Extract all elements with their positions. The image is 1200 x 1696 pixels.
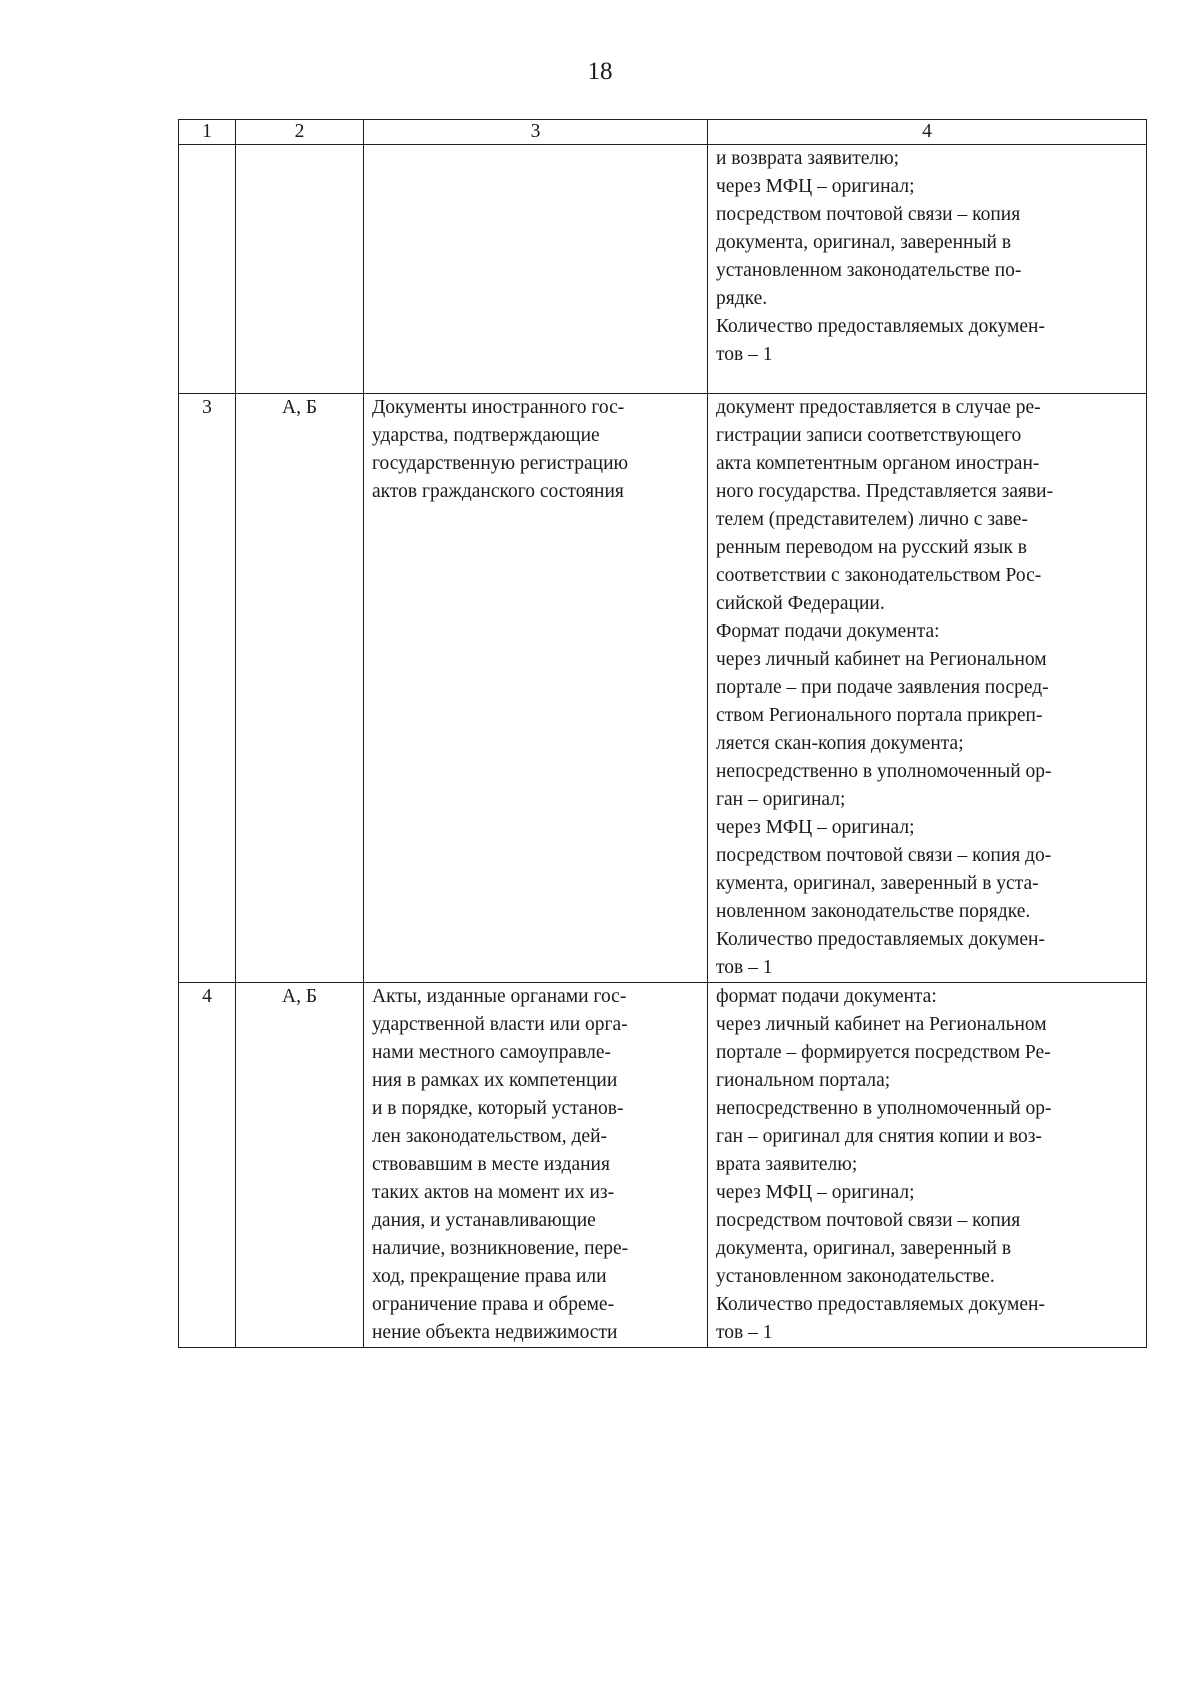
text-line: Акты, изданные органами гос-	[372, 986, 627, 1007]
text-line: установленном законодательстве по-	[716, 260, 1022, 281]
text-line: документ предоставляется в случае ре-	[716, 397, 1041, 418]
text-line: через МФЦ – оригинал;	[716, 817, 915, 838]
text-line: посредством почтовой связи – копия	[716, 204, 1021, 225]
table-row	[179, 145, 1147, 394]
text-line: ган – оригинал для снятия копии и воз-	[716, 1126, 1042, 1147]
text-line: непосредственно в уполномоченный ор-	[716, 1098, 1052, 1119]
text-line: нение объекта недвижимости	[372, 1322, 618, 1343]
text-line: Количество предоставляемых докумен-	[716, 929, 1045, 950]
document-name-cell	[364, 145, 708, 394]
text-line: тов – 1	[716, 1322, 773, 1343]
text-line: через личный кабинет на Региональном	[716, 1014, 1047, 1035]
text-line: ренным переводом на русский язык в	[716, 537, 1027, 558]
text-line: соответствии с законодательством Рос-	[716, 565, 1042, 586]
text-line: через МФЦ – оригинал;	[716, 176, 915, 197]
text-line: рядке.	[716, 288, 768, 309]
text-line: портале – формируется посредством Ре-	[716, 1042, 1051, 1063]
text-line: наличие, возникновение, пере-	[372, 1238, 629, 1259]
text-line: лен законодательством, дей-	[372, 1126, 608, 1147]
text-line: актов гражданского состояния	[372, 481, 624, 502]
text-line: врата заявителю;	[716, 1154, 858, 1175]
text-line: кумента, оригинал, заверенный в уста-	[716, 873, 1039, 894]
text-line: ограничение права и обреме-	[372, 1294, 615, 1315]
row-group: А, Б	[236, 983, 364, 1348]
row-group	[236, 145, 364, 394]
text-line: ударственной власти или орга-	[372, 1014, 628, 1035]
text-line: портале – при подаче заявления посред-	[716, 677, 1049, 698]
row-number: 3	[179, 394, 236, 983]
text-line: ляется скан-копия документа;	[716, 733, 964, 754]
text-line: сийской Федерации.	[716, 593, 885, 614]
row-number: 4	[179, 983, 236, 1348]
text-line: ного государства. Представляется заяви-	[716, 481, 1054, 502]
text-line: Количество предоставляемых докумен-	[716, 1294, 1045, 1315]
text-line: установленном законодательстве.	[716, 1266, 995, 1287]
text-line: тов – 1	[716, 957, 773, 978]
text-line: акта компетентным органом иностран-	[716, 453, 1040, 474]
text-line: и в порядке, который установ-	[372, 1098, 624, 1119]
text-line: ством Регионального портала прикреп-	[716, 705, 1043, 726]
header-col-1: 1	[179, 120, 236, 145]
header-col-4: 4	[708, 120, 1147, 145]
table-row	[179, 983, 1147, 1348]
submission-format-cell	[708, 145, 1147, 394]
text-line: посредством почтовой связи – копия до-	[716, 845, 1052, 866]
document-name-cell	[364, 983, 708, 1348]
submission-format-cell	[708, 983, 1147, 1348]
text-line: через МФЦ – оригинал;	[716, 1182, 915, 1203]
text-line: гистрации записи соответствующего	[716, 425, 1022, 446]
text-line: государственную регистрацию	[372, 453, 629, 474]
documents-table	[178, 119, 1147, 1348]
text-line: документа, оригинал, заверенный в	[716, 232, 1012, 253]
text-line: гиональном портала;	[716, 1070, 891, 1091]
text-line: посредством почтовой связи – копия	[716, 1210, 1021, 1231]
text-line: тов – 1	[716, 344, 773, 365]
text-line: Формат подачи документа:	[716, 621, 940, 642]
text-line: Количество предоставляемых докумен-	[716, 316, 1045, 337]
text-line: ствовавшим в месте издания	[372, 1154, 610, 1175]
text-line: формат подачи документа:	[716, 986, 937, 1007]
table-row	[179, 394, 1147, 983]
submission-format-cell	[708, 394, 1147, 983]
table-header-row	[179, 120, 1147, 145]
document-name-cell	[364, 394, 708, 983]
text-line: ган – оригинал;	[716, 789, 846, 810]
text-line: ход, прекращение права или	[372, 1266, 607, 1287]
page-number: 18	[587, 58, 613, 85]
header-col-2: 2	[236, 120, 364, 145]
text-line: таких актов на момент их из-	[372, 1182, 615, 1203]
text-line: непосредственно в уполномоченный ор-	[716, 761, 1052, 782]
row-number	[179, 145, 236, 394]
text-line: нами местного самоуправле-	[372, 1042, 612, 1063]
text-line: новленном законодательстве порядке.	[716, 901, 1031, 922]
text-line: телем (представителем) лично с заве-	[716, 509, 1028, 530]
text-line: ния в рамках их компетенции	[372, 1070, 618, 1091]
text-line: и возврата заявителю;	[716, 148, 900, 169]
text-line: через личный кабинет на Региональном	[716, 649, 1047, 670]
text-line: документа, оригинал, заверенный в	[716, 1238, 1012, 1259]
text-line: ударства, подтверждающие	[372, 425, 600, 446]
text-line: дания, и устанавливающие	[372, 1210, 596, 1231]
header-col-3: 3	[364, 120, 708, 145]
text-line: Документы иностранного гос-	[372, 397, 625, 418]
row-group: А, Б	[236, 394, 364, 983]
